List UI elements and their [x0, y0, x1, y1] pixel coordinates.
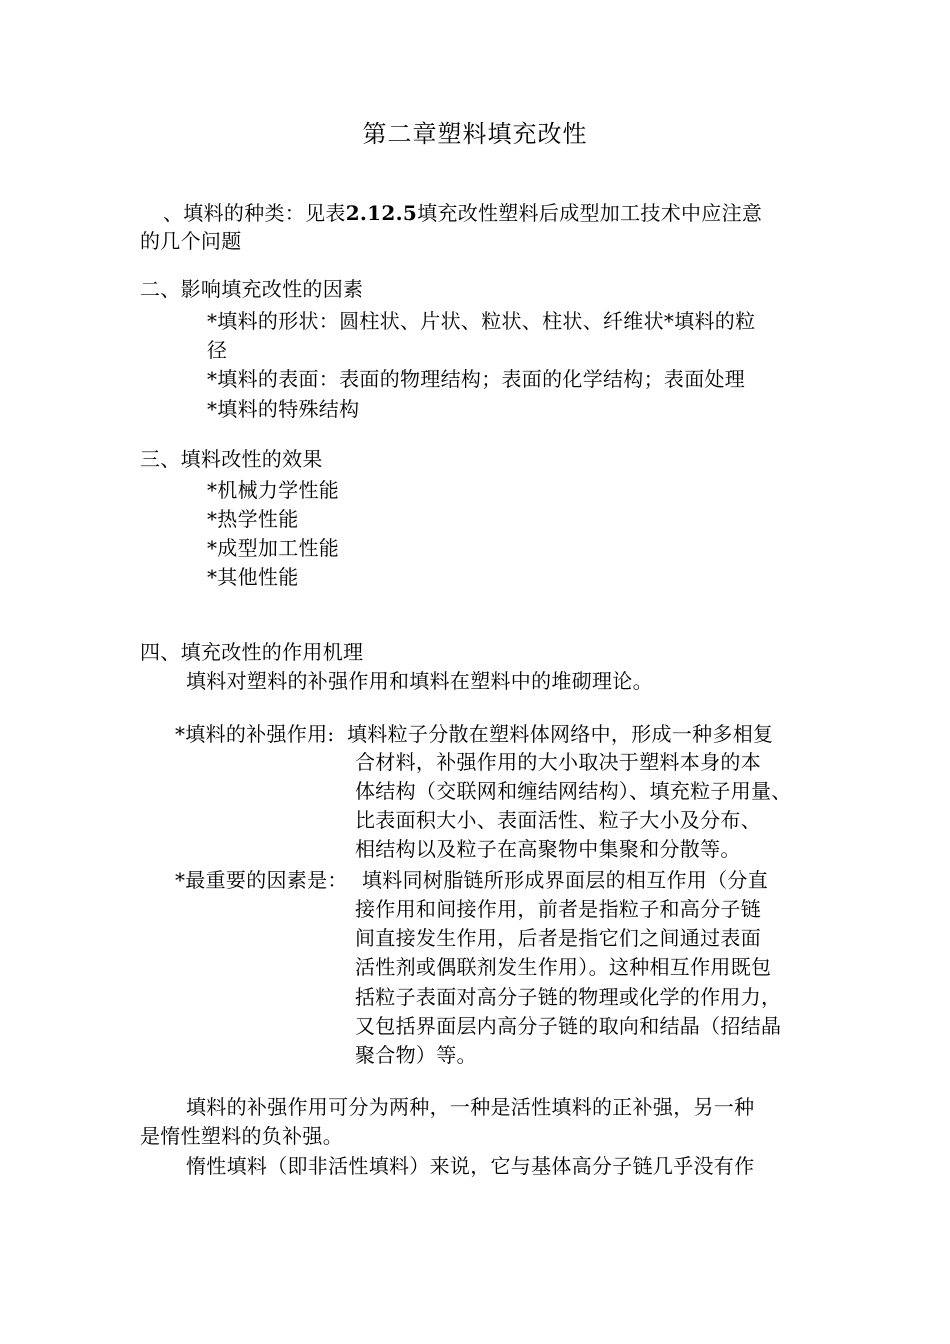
factor-line: 填料同树脂链所形成界面层的相互作用（分直 — [362, 868, 768, 892]
section2-item: *填料的形状：圆柱状、片状、粒状、柱状、纤维状*填料的粒 — [207, 309, 756, 333]
factor-line: 接作用和间接作用，前者是指粒子和高分子链 — [355, 897, 761, 921]
section3-item: *其他性能 — [207, 565, 299, 589]
factor-line: 活性剂或偶联剂发生作用）。这种相互作用既包 — [355, 955, 772, 979]
reinforce-label: *填料的补强作用: — [175, 722, 335, 746]
section1-text-pre: 、填料的种类：见表 — [163, 201, 346, 225]
paragraph-line: 填料的补强作用可分为两种，一种是活性填料的正补强，另一种 — [186, 1095, 755, 1119]
factor-line: 间直接发生作用，后者是指它们之间通过表面 — [355, 926, 761, 950]
section2-item: *填料的特殊结构 — [207, 397, 360, 421]
section3-heading: 三、填料改性的效果 — [140, 447, 323, 471]
section3-item: *成型加工性能 — [207, 536, 340, 560]
section1-text-post: 填充改性塑料后成型加工技术中应注意 — [417, 201, 763, 225]
section3-item: *机械力学性能 — [207, 478, 340, 502]
section4-heading: 四、填充改性的作用机理 — [140, 640, 364, 664]
paragraph-line: 是惰性塑料的负补强。 — [140, 1124, 343, 1148]
reinforce-line: 体结构（交联网和缠结网结构）、填充粒子用量、 — [355, 779, 792, 803]
section3-item: *热学性能 — [207, 507, 299, 531]
reinforce-line: 比表面积大小、表面活性、粒子大小及分布、 — [355, 808, 761, 832]
section4-intro: 填料对塑料的补强作用和填料在塑料中的堆砌理论。 — [186, 669, 653, 693]
factor-line: 聚合物）等。 — [355, 1043, 477, 1067]
section1-line2: 的几个问题 — [140, 229, 242, 253]
factor-line: 又包括界面层内高分子链的取向和结晶（招结晶 — [355, 1014, 782, 1038]
factor-label: *最重要的因素是： — [175, 868, 348, 892]
paragraph-line: 惰性填料（即非活性填料）来说，它与基体高分子链几乎没有作 — [186, 1154, 755, 1178]
section2-item: *填料的表面：表面的物理结构；表面的化学结构；表面处理 — [207, 367, 746, 391]
section2-item: 径 — [207, 338, 228, 362]
reinforce-line: 填料粒子分散在塑料体网络中，形成一种多相复 — [347, 722, 774, 746]
section1-line1 — [163, 199, 762, 228]
page-title: 第二章塑料填充改性 — [362, 120, 588, 148]
table-reference: 2.12.5 — [345, 201, 418, 225]
reinforce-line: 合材料，补强作用的大小取决于塑料本身的本 — [355, 750, 761, 774]
section2-heading: 二、影响填充改性的因素 — [140, 277, 364, 301]
reinforce-line: 相结构以及粒子在高聚物中集聚和分散等。 — [355, 837, 741, 861]
factor-line: 括粒子表面对高分子链的物理或化学的作用力， — [355, 985, 782, 1009]
